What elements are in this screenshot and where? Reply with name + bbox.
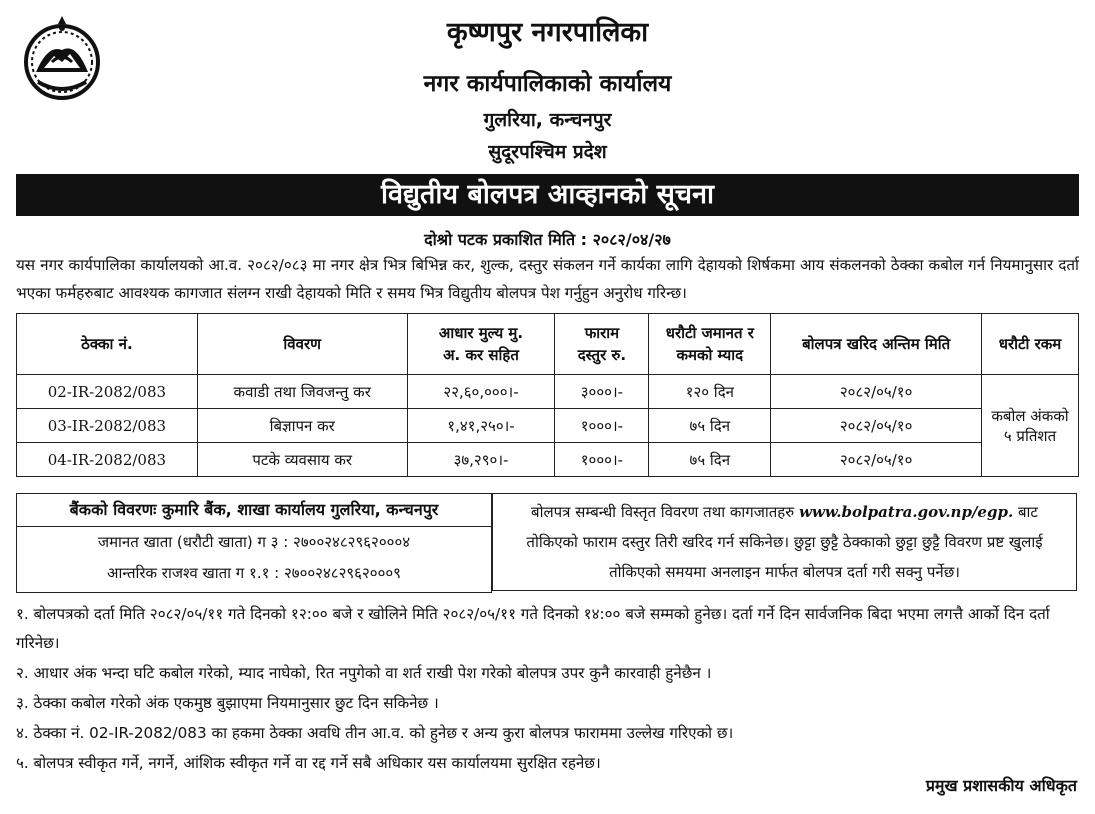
cell-contract-no: 02-IR-2082/083: [17, 375, 198, 409]
cell-validity: ७५ दिन: [649, 443, 771, 477]
cell-description: कवाडी तथा जिवजन्तु कर: [197, 375, 407, 409]
terms-list: [16, 600, 1079, 779]
list-item: ३. ठेक्का कबोल गरेको अंक एकमुष्ठ बुझाएमा नियमानुसार छुट दिन सकिनेछ ।: [16, 694, 439, 712]
cell-form-fee: ३०००।-: [555, 375, 649, 409]
office-name: नगर कार्यपालिकाको कार्यालय: [423, 71, 672, 97]
list-item: ४. ठेक्का नं. 02-IR-2082/083 का हकमा ठेक्का अवधि तीन आ.व. को हुनेछ र अन्य कुरा बोलपत्र फाराममा उल्लेख गरिएको छ।: [16, 724, 734, 742]
cell-description: पटके व्यवसाय कर: [197, 443, 407, 477]
cell-form-fee: १०००।-: [555, 443, 649, 477]
intro-paragraph: यस नगर कार्यपालिका कार्यालयको आ.व. २०८२/०८३ मा नगर क्षेत्र भित्र बिभिन्न कर, शुल्क, दस्तुर संकलन गर्ने कार्यका लागि देहायको शिर्षकमा आय संकलनको ठेक्का कबोल गर्न नियमानुसार दर्ता भएका फर्महरुबाट आवश्यक कागजात संलग्न राखी देहायको मिति र समय भित्र विद्युतीय बोलपत्र पेश गर्नुहुन अनुरोध गरिन्छ।: [16, 256, 1079, 302]
cell-base-value: ३७,२९०।-: [407, 443, 555, 477]
signatory-title: प्रमुख प्रशासकीय अधिकृत: [925, 776, 1077, 795]
info-text-before-url: बोलपत्र सम्बन्धी विस्तृत विवरण तथा कागजातहरु: [531, 503, 795, 521]
cell-contract-no: 04-IR-2082/083: [17, 443, 198, 477]
municipality-name: कृष्णपुर नगरपालिका: [446, 17, 649, 48]
cell-form-fee: १०००।-: [555, 409, 649, 443]
bank-details-box: [16, 493, 492, 593]
revenue-account: आन्तरिक राजश्व खाता ग १.१ : २७००२४८२९६२०००९: [107, 564, 401, 582]
cell-last-date: २०८२/०५/१०: [771, 443, 982, 477]
deposit-account: जमानत खाता (धरौटी खाता) ग ३ : २७००२४८२९६२०००४: [97, 533, 411, 551]
header-form-fee: फाराम दस्तुर रु.: [555, 314, 649, 375]
header-contract-no: ठेक्का नं.: [17, 314, 198, 375]
cell-base-value: १,४१,२५०।-: [407, 409, 555, 443]
notice-title-banner: विद्युतीय बोलपत्र आव्हानको सूचना: [16, 174, 1079, 216]
cell-base-value: २२,६०,०००।-: [407, 375, 555, 409]
header-bid-bond: धरौटी जमानत र कमको म्याद: [649, 314, 771, 375]
table-row: [17, 375, 1079, 409]
bank-title: बैंकको विवरणः कुमारि बैंक, शाखा कार्यालय गुलरिया, कन्चनपुर: [17, 494, 491, 527]
list-item: २. आधार अंक भन्दा घटि कबोल गरेको, म्याद नाघेको, रित नपुगेको वा शर्त राखी पेश गरेको बोलपत्र उपर कुनै कारवाही हुनेछैन ।: [16, 664, 712, 682]
cell-validity: ७५ दिन: [649, 409, 771, 443]
office-address: गुलरिया, कन्चनपुर: [483, 109, 612, 131]
header-deposit: धरौटी रकम: [982, 314, 1079, 375]
table-row: [17, 409, 1079, 443]
list-item: १. बोलपत्रको दर्ता मिति २०८२/०५/११ गते दिनको १२:०० बजे र खोलिने मिति २०८२/०५/११ गते दिनको १४:०० बजे सम्मको हुनेछ। दर्ता गर्ने दिन सार्वजनिक बिदा भएमा लगत्तै आर्को दिन दर्ता गरिनेछ।: [16, 605, 1050, 652]
tender-table: [16, 313, 1079, 477]
cell-deposit: कबोल अंकको ५ प्रतिशत: [982, 375, 1079, 477]
publish-date: दोश्रो पटक प्रकाशित मिति : २०८२/०४/२७: [424, 230, 671, 249]
info-text-after-url: बाट तोकिएको फाराम दस्तुर तिरी खरिद गर्न सकिनेछ। छुट्टा छुट्टै ठेक्काको छुट्टा छुट्टै विवरण प्रष्ट खुलाई तोकिएको समयमा अनलाइन मार्फत बोलपत्र दर्ता गरी सक्नु पर्नेछ।: [526, 503, 1043, 581]
cell-contract-no: 03-IR-2082/083: [17, 409, 198, 443]
cell-validity: १२० दिन: [649, 375, 771, 409]
table-header-row: [17, 314, 1079, 375]
cell-description: बिज्ञापन कर: [197, 409, 407, 443]
province-name: सुदूरपश्चिम प्रदेश: [488, 141, 607, 163]
header-description: विवरण: [197, 314, 407, 375]
bolpatra-url-link[interactable]: www.bolpatra.gov.np/egp.: [799, 503, 1014, 521]
bidding-info-box: [492, 493, 1077, 591]
table-row: [17, 443, 1079, 477]
cell-last-date: २०८२/०५/१०: [771, 375, 982, 409]
list-item: ५. बोलपत्र स्वीकृत गर्ने, नगर्ने, आंशिक स्वीकृत गर्ने वा रद्द गर्ने सबै अधिकार यस कार्यालयमा सुरक्षित रहनेछ।: [16, 754, 601, 772]
notice-page: [8, 8, 1087, 798]
header-base-value: आधार मुल्य मु. अ. कर सहित: [407, 314, 555, 375]
header-last-date: बोलपत्र खरिद अन्तिम मिति: [771, 314, 982, 375]
cell-last-date: २०८२/०५/१०: [771, 409, 982, 443]
